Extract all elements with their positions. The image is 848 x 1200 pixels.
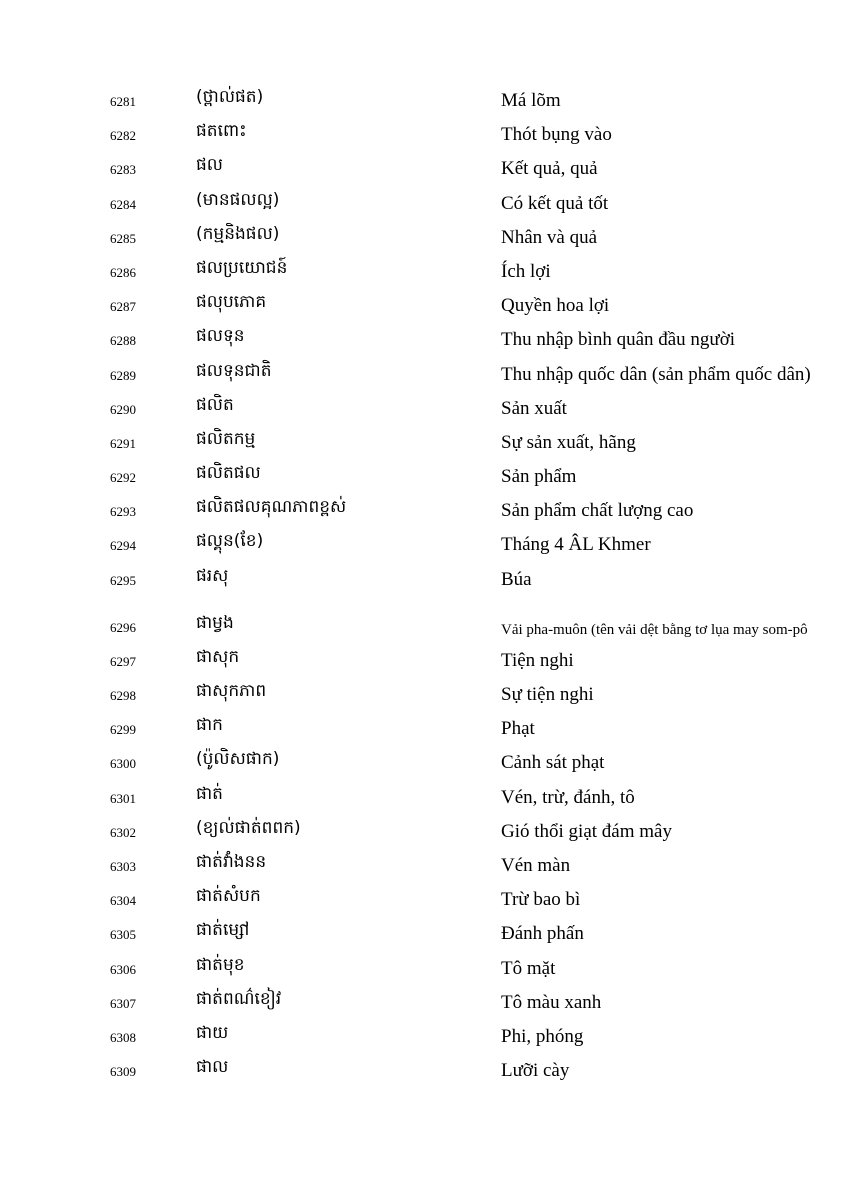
dictionary-entry	[0, 287, 848, 321]
dictionary-entry	[0, 150, 848, 184]
dictionary-entry	[0, 676, 848, 710]
entry-number: 6293	[110, 504, 136, 520]
entry-number: 6309	[110, 1064, 136, 1080]
khmer-term: ផាល	[196, 1057, 229, 1078]
entry-number: 6306	[110, 961, 136, 977]
entry-number: 6287	[110, 299, 136, 315]
khmer-term: ផាសុកភាព	[196, 681, 267, 701]
dictionary-entry	[0, 915, 848, 949]
entry-number: 6281	[110, 94, 136, 109]
dictionary-entry	[0, 185, 848, 219]
entry-number: 6291	[110, 435, 136, 451]
khmer-term: (កម្មនិងផល)	[196, 223, 280, 244]
vietnamese-translation: Trừ bao bì	[501, 889, 581, 911]
vietnamese-translation: Thót bụng vào	[501, 124, 612, 146]
dictionary-entry	[0, 847, 848, 881]
entry-number: 6282	[110, 128, 136, 144]
entry-number: 6290	[110, 401, 136, 417]
entry-number: 6286	[110, 264, 136, 280]
dictionary-entry	[0, 253, 848, 287]
vietnamese-translation: Gió thổi giạt đám mây	[501, 820, 672, 842]
khmer-term: ផលិតកម្ម	[196, 428, 256, 449]
entry-number: 6296	[110, 619, 136, 635]
khmer-term: ផល	[196, 155, 223, 176]
dictionary-entry	[0, 561, 848, 595]
vietnamese-translation: Má lõm	[501, 90, 561, 111]
vietnamese-translation: Vải pha-muôn (tên vải dệt bằng tơ lụa may som-pô	[501, 621, 808, 638]
entry-number: 6298	[110, 688, 136, 703]
khmer-term: ផរសុ	[196, 565, 229, 586]
vietnamese-translation: Kết quả, quả	[501, 158, 598, 180]
entry-number: 6283	[110, 162, 136, 178]
khmer-term: ផតពោះ	[196, 121, 247, 142]
khmer-term: ផាយ	[196, 1022, 229, 1043]
entry-number: 6284	[110, 196, 136, 212]
vietnamese-translation: Ích lợi	[501, 260, 551, 282]
vietnamese-translation: Vén, trừ, đánh, tô	[501, 786, 635, 808]
khmer-term: ផលិតផល	[196, 463, 261, 484]
entry-number: 6285	[110, 230, 136, 246]
khmer-term: (មានផលល្អ)	[196, 189, 280, 210]
khmer-term: ផាក	[196, 715, 223, 736]
vietnamese-translation: Sự sản xuất, hãng	[501, 431, 636, 453]
dictionary-entry	[0, 116, 848, 150]
entry-number: 6294	[110, 538, 136, 554]
dictionary-entry	[0, 1018, 848, 1052]
entry-number: 6305	[110, 927, 136, 943]
vietnamese-translation: Búa	[501, 568, 532, 590]
khmer-term: ផាត់ម្សៅ	[196, 920, 250, 941]
dictionary-entry	[0, 321, 848, 355]
khmer-term: ផលប្រយោជន៍	[196, 257, 288, 278]
vietnamese-translation: Tô mặt	[501, 957, 556, 979]
vietnamese-translation: Cảnh sát phạt	[501, 752, 605, 774]
entry-number: 6292	[110, 470, 136, 486]
entry-number: 6288	[110, 333, 136, 349]
vietnamese-translation: Tháng 4 ÂL Khmer	[501, 534, 651, 556]
vietnamese-translation: Thu nhập quốc dân (sản phẩm quốc dân)	[501, 363, 811, 385]
dictionary-entry	[0, 779, 848, 813]
entry-number: 6300	[110, 756, 136, 772]
entry-number: 6308	[110, 1029, 136, 1045]
vietnamese-translation: Phi, phóng	[501, 1025, 584, 1047]
vietnamese-translation: Lưỡi cày	[501, 1060, 570, 1082]
dictionary-entry	[0, 744, 848, 778]
dictionary-entry	[0, 356, 848, 390]
dictionary-entry	[0, 82, 848, 116]
vietnamese-translation: Đánh phấn	[501, 923, 584, 945]
khmer-term: (ខ្យល់ផាត់ពពក)	[196, 817, 301, 838]
khmer-term: ផលិតផលគុណភាពខ្ពស់	[196, 497, 347, 518]
dictionary-entry	[0, 642, 848, 676]
dictionary-entry	[0, 492, 848, 526]
entry-number: 6302	[110, 824, 136, 840]
khmer-term: (ប៉ូលិសផាក)	[196, 749, 280, 770]
entry-number: 6299	[110, 722, 136, 738]
vietnamese-translation: Sự tiện nghi	[501, 684, 594, 705]
khmer-term: ផលទុន	[196, 326, 245, 347]
vietnamese-translation: Sản phẩm	[501, 466, 577, 488]
khmer-term: ផាត់វាំងនន	[196, 851, 267, 872]
vietnamese-translation: Tiện nghi	[501, 649, 574, 671]
khmer-term: ផាត់ពណ៌ខៀវ	[196, 988, 282, 1009]
dictionary-entry	[0, 1052, 848, 1086]
entry-number: 6301	[110, 790, 136, 806]
dictionary-entry	[0, 595, 848, 642]
khmer-term: ផាម្វង	[196, 612, 234, 633]
vietnamese-translation: Thu nhập bình quân đầu người	[501, 329, 736, 351]
dictionary-entry	[0, 813, 848, 847]
dictionary-entry	[0, 390, 848, 424]
vietnamese-translation: Sản phẩm chất lượng cao	[501, 500, 694, 522]
khmer-term: ផាត់សំបក	[196, 886, 261, 907]
vietnamese-translation: Nhân và quả	[501, 226, 598, 248]
khmer-term: ផាត់	[196, 783, 223, 804]
khmer-term: ផលុបភោគ	[196, 292, 267, 313]
dictionary-entry	[0, 526, 848, 560]
khmer-term: ផាសុក	[196, 646, 240, 667]
dictionary-entry	[0, 458, 848, 492]
vietnamese-translation: Phạt	[501, 718, 535, 740]
entry-number: 6289	[110, 367, 136, 383]
entry-number: 6297	[110, 653, 136, 669]
vietnamese-translation: Vén màn	[501, 854, 571, 876]
khmer-term: ផលទុនជាតិ	[196, 360, 272, 381]
vietnamese-translation: Sản xuất	[501, 397, 567, 419]
dictionary-entry	[0, 950, 848, 984]
vietnamese-translation: Có kết quả tốt	[501, 192, 609, 214]
khmer-term: ផលិត	[196, 394, 234, 415]
entry-number: 6304	[110, 893, 136, 909]
dictionary-entry	[0, 881, 848, 915]
entry-number: 6307	[110, 995, 136, 1011]
khmer-term: ផល្គុន(ខែ)	[196, 531, 264, 552]
dictionary-entry	[0, 424, 848, 458]
dictionary-entry	[0, 984, 848, 1018]
khmer-term: (ថ្ពាល់ផត)	[196, 87, 264, 107]
entry-number: 6303	[110, 858, 136, 874]
dictionary-entry	[0, 710, 848, 744]
khmer-term: ផាត់មុខ	[196, 954, 245, 975]
vietnamese-translation: Quyền hoa lợi	[501, 295, 610, 317]
dictionary-entry	[0, 219, 848, 253]
dictionary-entry-list	[0, 82, 848, 1086]
vietnamese-translation: Tô màu xanh	[501, 991, 602, 1013]
entry-number: 6295	[110, 572, 136, 588]
